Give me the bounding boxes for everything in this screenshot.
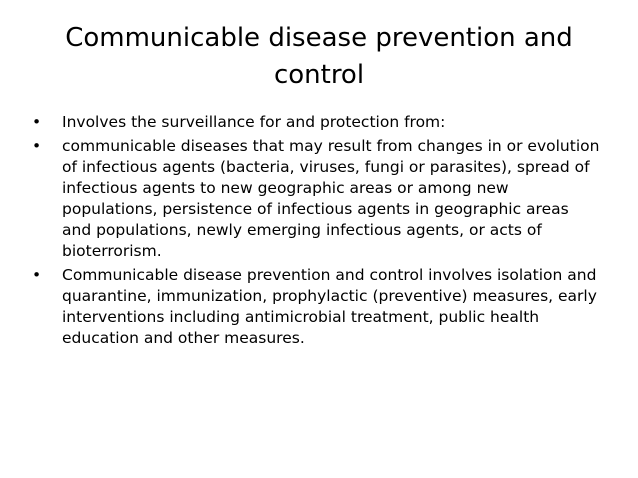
bullet-item [30, 136, 600, 262]
bullet-text: communicable diseases that may result from changes in or evolution of infectious agents (bacteria, viruses, fungi or parasites), spread of infectious agents to new geographic areas or among new populations, persistence of infectious agents in geographic areas and populations, newly emerging infectious agents, or acts of bioterrorism. [62, 137, 600, 260]
slide-title: Communicable disease prevention and control [65, 23, 573, 90]
bullet-list [30, 112, 600, 352]
bullet-item [30, 112, 600, 133]
bullet-text: Involves the surveillance for and protection from: [62, 113, 446, 131]
bullet-item [30, 265, 600, 349]
bullet-text: Communicable disease prevention and control involves isolation and quarantine, immunization, prophylactic (preventive) measures, early interventions including antimicrobial treatment, public health education and other measures. [62, 266, 597, 347]
bullet-dot-icon: • [32, 113, 42, 131]
bullet-dot-icon: • [32, 266, 42, 284]
bullet-dot-icon: • [32, 137, 42, 155]
